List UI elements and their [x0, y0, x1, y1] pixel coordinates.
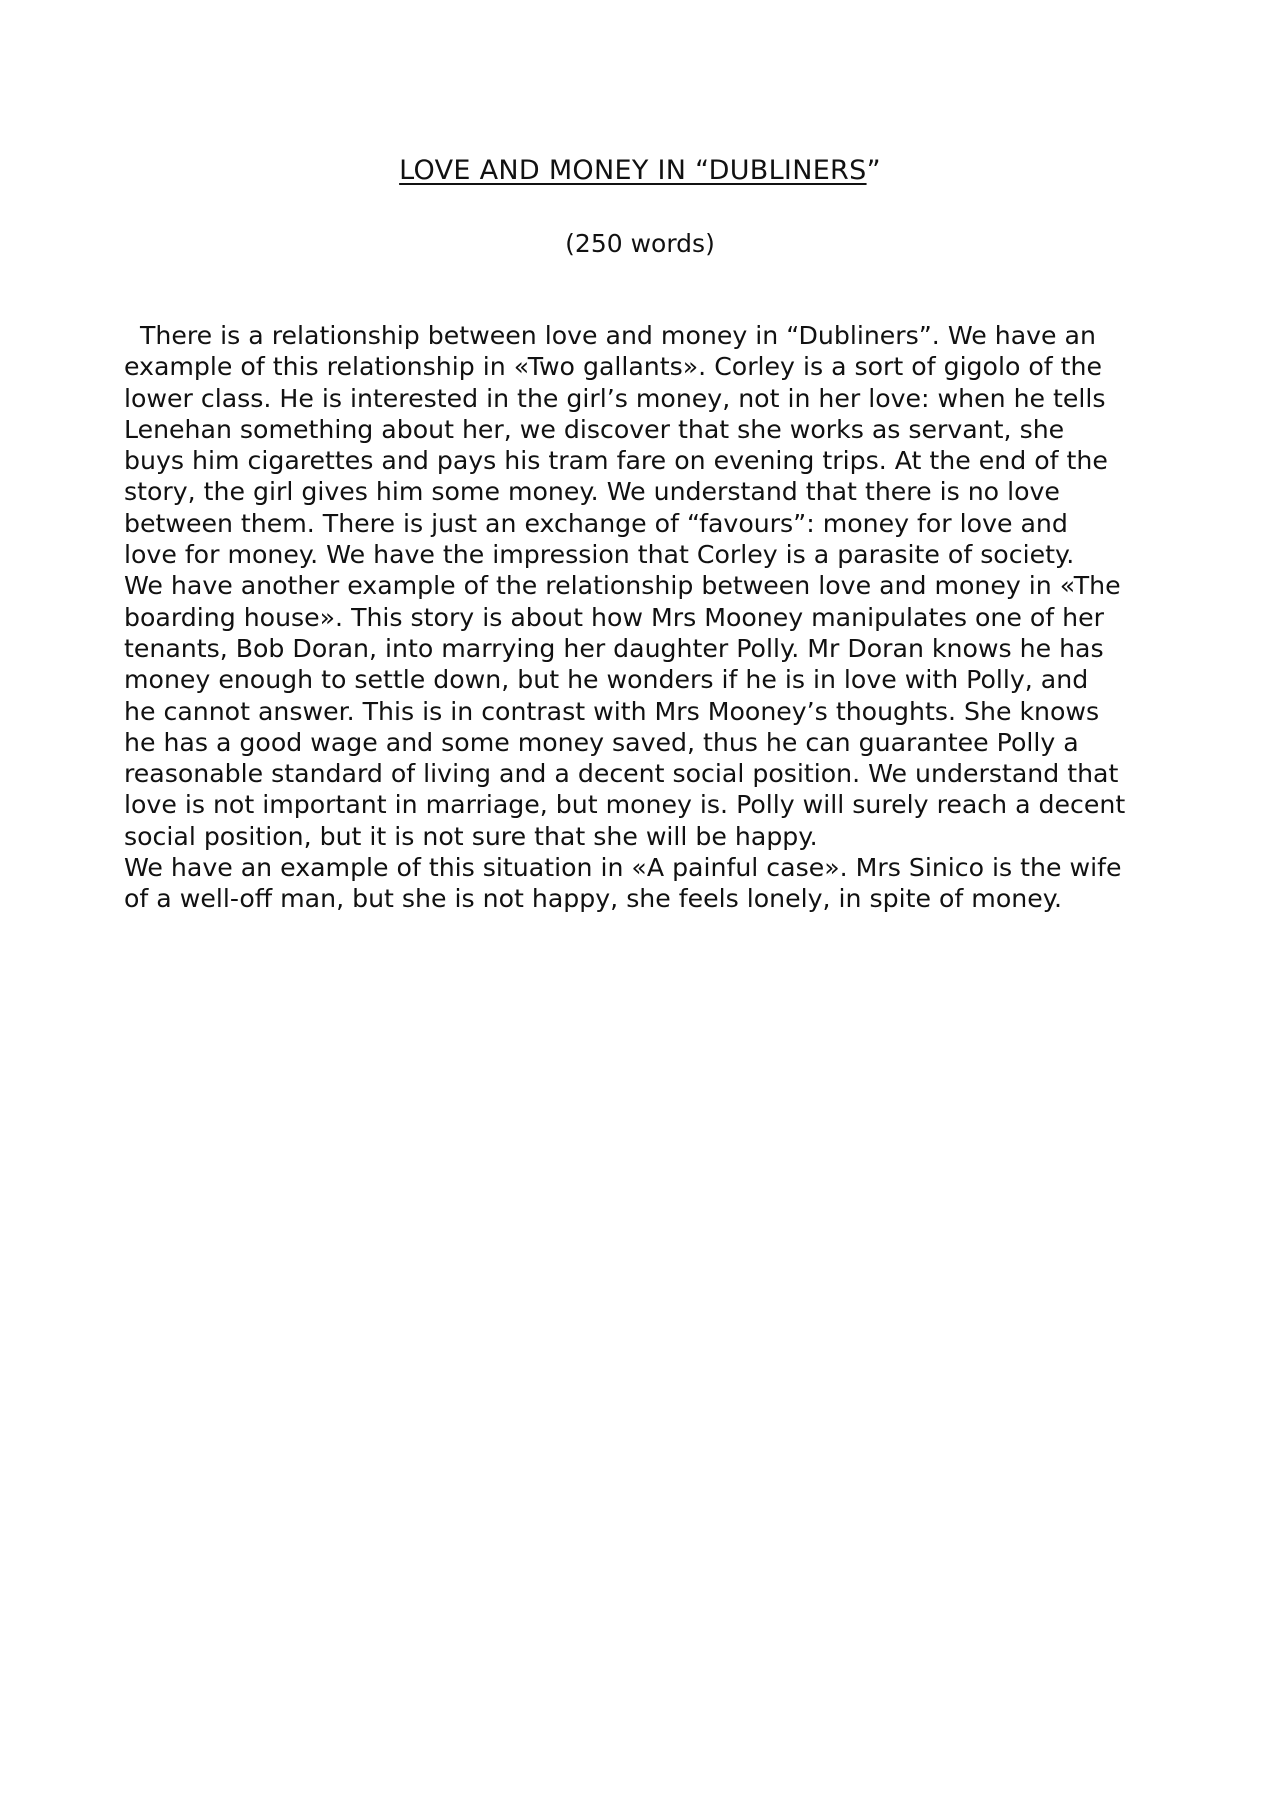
essay-line: reasonable standard of living and a decent social position. We understand that: [124, 759, 1119, 789]
document-title-underlined: LOVE AND MONEY IN “DUBLINERS: [399, 155, 867, 186]
essay-line: he has a good wage and some money saved, thus he can guarantee Polly a: [124, 727, 1079, 757]
essay-line: lower class. He is interested in the girl’s money, not in her love: when he tells: [124, 383, 1106, 413]
essay-line: Lenehan something about her, we discover that she works as servant, she: [124, 414, 1065, 444]
essay-line: example of this relationship in «Two gallants». Corley is a sort of gigolo of the: [124, 352, 1102, 382]
essay-line: money enough to settle down, but he wonders if he is in love with Polly, and: [124, 665, 1089, 695]
word-count: (250 words): [565, 229, 715, 258]
essay-line: between them. There is just an exchange of “favours”: money for love and: [124, 508, 1068, 538]
essay-line: of a well-off man, but she is not happy, she feels lonely, in spite of money.: [124, 884, 1063, 914]
document-title-closing-quote: ”: [866, 155, 881, 186]
essay-body: [124, 320, 1224, 915]
essay-line: We have an example of this situation in «A painful case». Mrs Sinico is the wife: [124, 853, 1122, 883]
essay-line: boarding house». This story is about how Mrs Mooney manipulates one of her: [124, 602, 1104, 632]
essay-line: he cannot answer. This is in contrast with Mrs Mooney’s thoughts. She knows: [124, 696, 1100, 726]
essay-line: There is a relationship between love and money in “Dubliners”. We have an: [124, 321, 1096, 350]
essay-line: We have another example of the relationship between love and money in «The: [124, 571, 1121, 601]
essay-line: social position, but it is not sure that she will be happy.: [124, 821, 818, 851]
essay-line: tenants, Bob Doran, into marrying her daughter Polly. Mr Doran knows he has: [124, 633, 1104, 663]
document-title: [0, 153, 1280, 189]
essay-line: love is not important in marriage, but money is. Polly will surely reach a decent: [124, 790, 1126, 820]
essay-line: love for money. We have the impression that Corley is a parasite of society.: [124, 540, 1075, 570]
essay-line: buys him cigarettes and pays his tram fare on evening trips. At the end of the: [124, 446, 1108, 476]
essay-line: story, the girl gives him some money. We understand that there is no love: [124, 477, 1060, 507]
